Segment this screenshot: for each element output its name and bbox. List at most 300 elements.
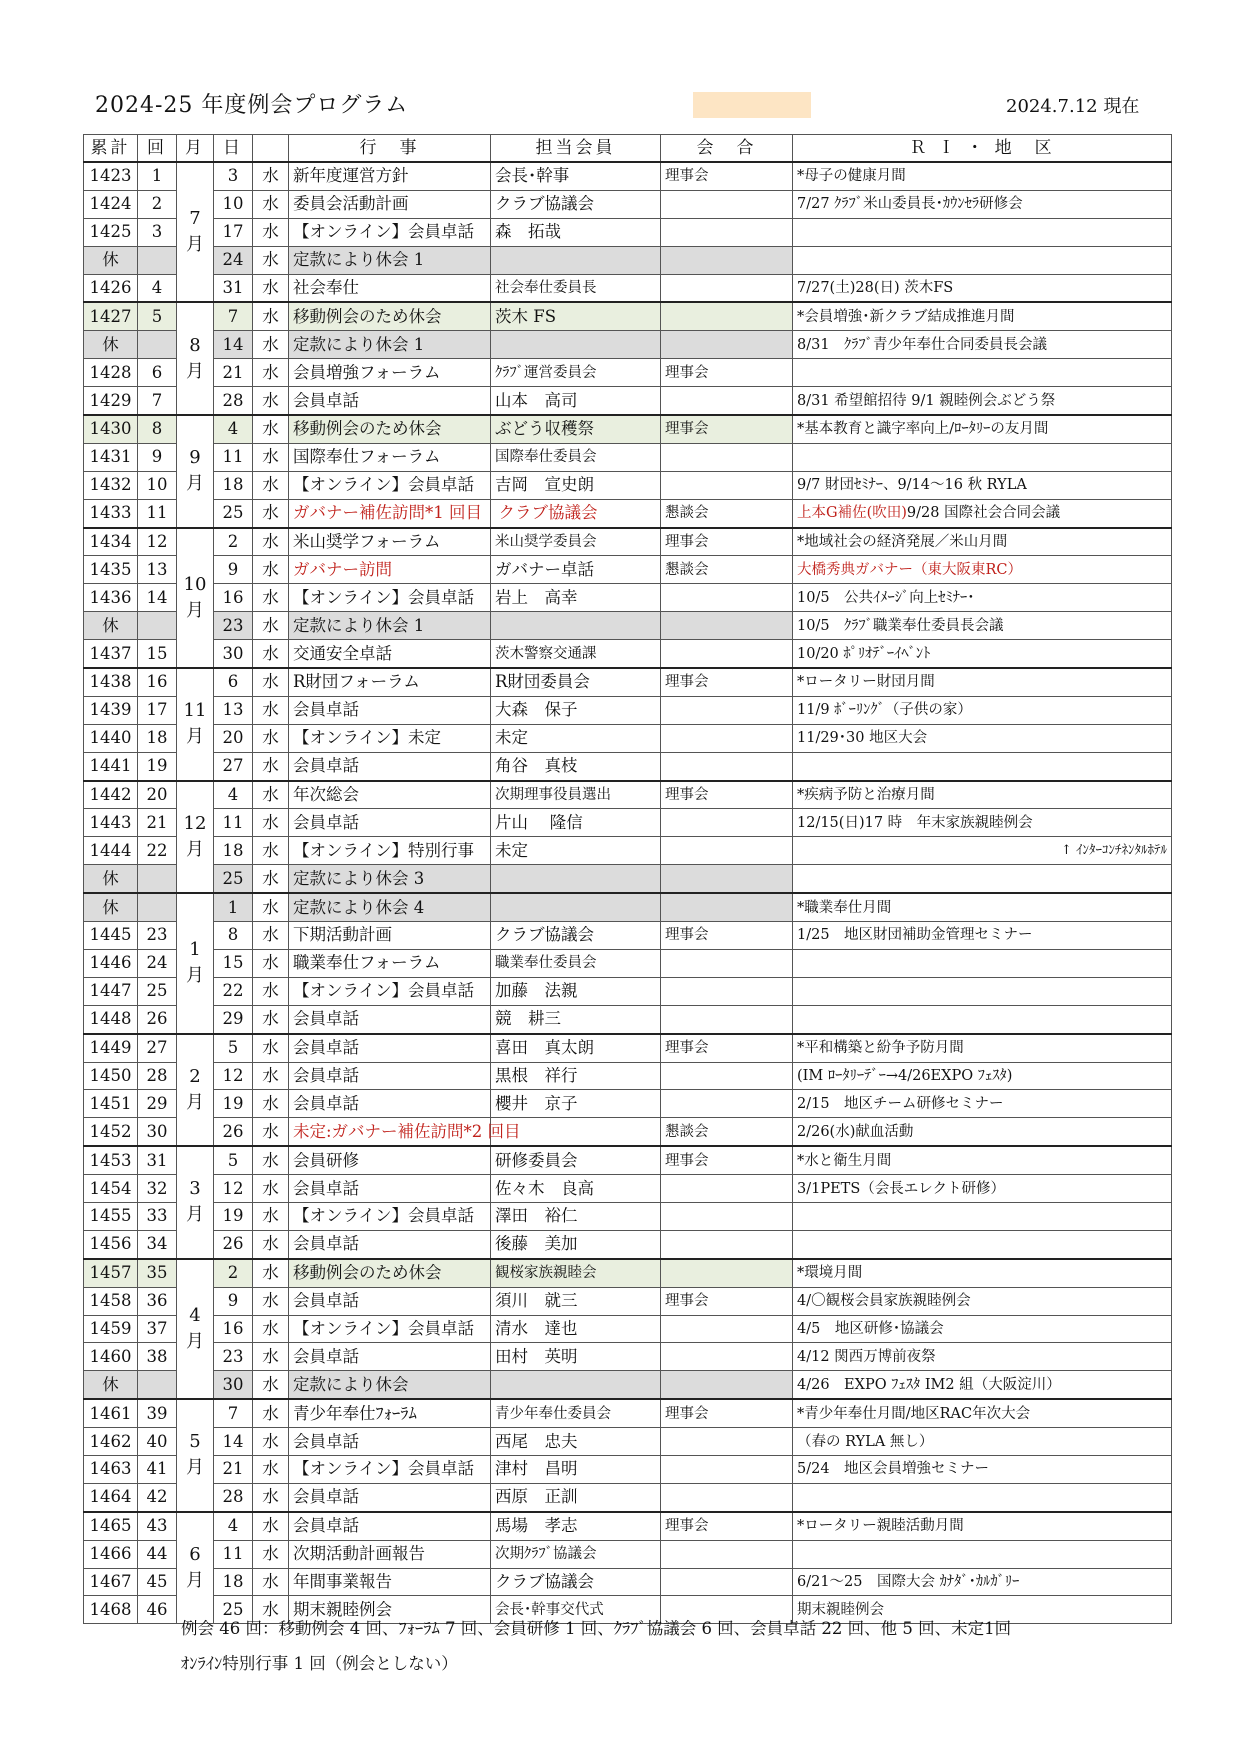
day-cell: 19 (214, 1090, 253, 1118)
ri-district-cell: 4/12 関西万博前夜祭 (793, 1343, 1172, 1371)
meeting-cell: 理事会 (661, 668, 793, 696)
day-cell: 23 (214, 1343, 253, 1371)
month-label: 5 月 (186, 1431, 204, 1479)
ri-district-cell: *会員増強･新クラブ結成推進月間 (793, 302, 1172, 330)
month-label: 10 月 (183, 573, 207, 621)
meeting-cell (661, 246, 793, 274)
col-month: 月 (177, 135, 214, 163)
count-cell: 1 (138, 162, 177, 190)
person-cell: R財団委員会 (491, 668, 661, 696)
cumulative-cell: 休 (84, 331, 138, 359)
day-cell: 16 (214, 1315, 253, 1343)
ri-district-cell (793, 949, 1172, 977)
ri-district-cell (793, 443, 1172, 471)
meeting-cell (661, 1568, 793, 1596)
weekday-cell: 水 (253, 1175, 289, 1203)
person-cell: 山本 高司 (491, 387, 661, 415)
day-cell: 13 (214, 696, 253, 724)
month-label: 4 月 (186, 1304, 204, 1352)
day-cell: 3 (214, 162, 253, 190)
count-cell: 19 (138, 752, 177, 780)
ri-district-cell: *ロータリー財団月間 (793, 668, 1172, 696)
person-cell: 澤田 裕仁 (491, 1202, 661, 1230)
ri-district-cell (793, 359, 1172, 387)
event-cell: 移動例会のため休会 (289, 1259, 491, 1287)
person-cell: クラブ協議会 (491, 922, 661, 950)
weekday-cell: 水 (253, 1343, 289, 1371)
ri-district-cell: 1/25 地区財団補助金管理セミナー (793, 922, 1172, 950)
person-cell (491, 246, 661, 274)
event-cell: 【オンライン】特別行事 (289, 837, 491, 865)
person-cell: クラブ協議会 (491, 1568, 661, 1596)
event-cell: 定款により休会 (289, 1371, 491, 1399)
ri-district-cell: 12/15(日)17 時 年末家族親睦例会 (793, 809, 1172, 837)
col-meeting: 会 合 (661, 135, 793, 163)
ri-district-cell: 10/5 ｸﾗﾌﾞ職業奉仕委員長会議 (793, 612, 1172, 640)
cumulative-cell: 1446 (84, 949, 138, 977)
count-cell: 18 (138, 724, 177, 752)
day-cell: 7 (214, 302, 253, 330)
weekday-cell: 水 (253, 640, 289, 668)
cumulative-cell: 1447 (84, 977, 138, 1005)
count-cell: 45 (138, 1568, 177, 1596)
count-cell: 32 (138, 1175, 177, 1203)
person-cell: 大森 保子 (491, 696, 661, 724)
meeting-cell (661, 949, 793, 977)
meeting-cell (661, 612, 793, 640)
cumulative-cell: 1436 (84, 584, 138, 612)
table-row (84, 865, 1172, 893)
person-cell: 社会奉仕委員長 (491, 274, 661, 302)
cumulative-cell: 1450 (84, 1062, 138, 1090)
event-cell: 委員会活動計画 (289, 190, 491, 218)
count-cell: 9 (138, 443, 177, 471)
month-label: 7 月 (186, 208, 204, 256)
event-cell: 下期活動計画 (289, 922, 491, 950)
ri-district-cell (793, 1005, 1172, 1033)
event-cell: 未定:ガバナー補佐訪問*2 回目 (289, 1118, 491, 1146)
weekday-cell: 水 (253, 1146, 289, 1174)
cumulative-cell: 1459 (84, 1315, 138, 1343)
cumulative-cell: 1428 (84, 359, 138, 387)
event-cell: 会員卓話 (289, 1090, 491, 1118)
ri-district-cell: *水と衛生月間 (793, 1146, 1172, 1174)
count-cell: 16 (138, 668, 177, 696)
count-cell: 13 (138, 556, 177, 584)
month-cell (177, 162, 214, 302)
event-cell: 会員卓話 (289, 1512, 491, 1540)
cumulative-cell: 1423 (84, 162, 138, 190)
event-cell: 【オンライン】会員卓話 (289, 1455, 491, 1483)
month-label: 2 月 (186, 1065, 204, 1113)
month-label: 11 月 (183, 700, 207, 748)
table-row (84, 415, 1172, 443)
meeting-cell (661, 584, 793, 612)
meeting-cell: 理事会 (661, 922, 793, 950)
col-event: 行 事 (289, 135, 491, 163)
count-cell (138, 331, 177, 359)
cumulative-cell: 1458 (84, 1287, 138, 1315)
day-cell: 2 (214, 528, 253, 556)
ri-district-cell (793, 1540, 1172, 1568)
cumulative-cell: 1437 (84, 640, 138, 668)
weekday-cell: 水 (253, 218, 289, 246)
cumulative-cell: 1432 (84, 471, 138, 499)
table-row (84, 922, 1172, 950)
table-row (84, 1146, 1172, 1174)
ri-district-cell: 2/26(水)献血活動 (793, 1118, 1172, 1146)
cumulative-cell: 1427 (84, 302, 138, 330)
person-cell: 西尾 忠夫 (491, 1428, 661, 1456)
meeting-cell (661, 837, 793, 865)
meeting-cell: 懇談会 (661, 1118, 793, 1146)
ri-district-cell: 4/26 EXPO ﾌｪｽﾀ IM2 組（大阪淀川） (793, 1371, 1172, 1399)
table-row (84, 1428, 1172, 1456)
ri-district-cell: *疾病予防と治療月間 (793, 781, 1172, 809)
ri-district-cell (793, 752, 1172, 780)
day-cell: 18 (214, 471, 253, 499)
day-cell: 21 (214, 1455, 253, 1483)
meeting-cell: 懇談会 (661, 499, 793, 527)
ri-district-cell: 3/1PETS（会長エレクト研修） (793, 1175, 1172, 1203)
cumulative-cell: 1468 (84, 1596, 138, 1624)
event-cell: 会員卓話 (289, 1175, 491, 1203)
day-cell: 5 (214, 1034, 253, 1062)
cumulative-cell: 1449 (84, 1034, 138, 1062)
table-row (84, 1175, 1172, 1203)
count-cell: 28 (138, 1062, 177, 1090)
day-cell: 14 (214, 331, 253, 359)
meeting-cell (661, 752, 793, 780)
cumulative-cell: 1452 (84, 1118, 138, 1146)
table-row (84, 837, 1172, 865)
count-cell: 35 (138, 1259, 177, 1287)
weekday-cell: 水 (253, 1315, 289, 1343)
program-table (83, 134, 1172, 1624)
person-cell (491, 331, 661, 359)
event-cell: 職業奉仕フォーラム (289, 949, 491, 977)
month-cell (177, 893, 214, 1033)
day-cell: 18 (214, 1568, 253, 1596)
table-row (84, 1287, 1172, 1315)
person-cell: 会長･幹事交代式 (491, 1596, 661, 1624)
day-cell: 25 (214, 499, 253, 527)
count-cell: 23 (138, 922, 177, 950)
table-header (84, 135, 1172, 163)
weekday-cell: 水 (253, 949, 289, 977)
person-cell: 加藤 法親 (491, 977, 661, 1005)
meeting-cell (661, 1259, 793, 1287)
person-cell (491, 893, 661, 921)
col-count: 回 (138, 135, 177, 163)
month-cell (177, 781, 214, 894)
count-cell: 3 (138, 218, 177, 246)
ri-district-cell: 4/〇観桜会員家族親睦例会 (793, 1287, 1172, 1315)
cumulative-cell: 1425 (84, 218, 138, 246)
weekday-cell: 水 (253, 865, 289, 893)
meeting-cell (661, 1230, 793, 1258)
day-cell: 11 (214, 809, 253, 837)
day-cell: 5 (214, 1146, 253, 1174)
cumulative-cell: 1463 (84, 1455, 138, 1483)
count-cell: 5 (138, 302, 177, 330)
count-cell: 44 (138, 1540, 177, 1568)
month-cell (177, 302, 214, 415)
month-cell (177, 1259, 214, 1399)
weekday-cell: 水 (253, 1062, 289, 1090)
weekday-cell: 水 (253, 1540, 289, 1568)
person-cell: 会長･幹事 (491, 162, 661, 190)
person-cell: 観桜家族親睦会 (491, 1259, 661, 1287)
person-cell (491, 1371, 661, 1399)
person-cell: 米山奨学委員会 (491, 528, 661, 556)
weekday-cell: 水 (253, 387, 289, 415)
cumulative-cell: 1424 (84, 190, 138, 218)
weekday-cell: 水 (253, 1399, 289, 1427)
event-cell: 交通安全卓話 (289, 640, 491, 668)
day-cell: 30 (214, 640, 253, 668)
ri-district-cell: *基本教育と識字率向上/ﾛｰﾀﾘｰの友月間 (793, 415, 1172, 443)
cumulative-cell: 1443 (84, 809, 138, 837)
table-row (84, 302, 1172, 330)
event-cell: 移動例会のため休会 (289, 302, 491, 330)
weekday-cell: 水 (253, 781, 289, 809)
count-cell: 6 (138, 359, 177, 387)
day-cell: 6 (214, 668, 253, 696)
table-body (84, 162, 1172, 1624)
ri-district-cell: 7/27(土)28(日) 茨木FS (793, 274, 1172, 302)
day-cell: 29 (214, 1005, 253, 1033)
col-weekday (253, 135, 289, 163)
ri-district-cell: *地域社会の経済発展／米山月間 (793, 528, 1172, 556)
ri-district-cell: 5/24 地区会員増強セミナー (793, 1455, 1172, 1483)
meeting-cell (661, 1540, 793, 1568)
meeting-cell: 理事会 (661, 1399, 793, 1427)
weekday-cell: 水 (253, 1483, 289, 1511)
event-cell: 新年度運営方針 (289, 162, 491, 190)
event-cell: 会員卓話 (289, 1287, 491, 1315)
count-cell (138, 612, 177, 640)
table-row (84, 556, 1172, 584)
cumulative-cell: 1461 (84, 1399, 138, 1427)
month-cell (177, 528, 214, 668)
event-cell: 社会奉仕 (289, 274, 491, 302)
event-cell: 【オンライン】会員卓話 (289, 1202, 491, 1230)
ri-district-cell: （春の RYLA 無し） (793, 1428, 1172, 1456)
table-row (84, 162, 1172, 190)
table-row (84, 443, 1172, 471)
table-row (84, 528, 1172, 556)
cumulative-cell: 1426 (84, 274, 138, 302)
count-cell: 46 (138, 1596, 177, 1624)
event-cell: 会員卓話 (289, 696, 491, 724)
table-row (84, 1568, 1172, 1596)
person-cell: 未定 (491, 724, 661, 752)
ri-district-cell: 6/21～25 国際大会 ｶﾅﾀﾞ･ｶﾙｶﾞﾘｰ (793, 1568, 1172, 1596)
event-cell: 定款により休会 1 (289, 246, 491, 274)
event-cell: 会員卓話 (289, 1343, 491, 1371)
cumulative-cell: 1435 (84, 556, 138, 584)
ri-district-cell: 大橋秀典ガバナー（東大阪東RC） (793, 556, 1172, 584)
weekday-cell: 水 (253, 443, 289, 471)
month-cell (177, 1512, 214, 1624)
cumulative-cell: 1456 (84, 1230, 138, 1258)
event-cell: 会員卓話 (289, 1034, 491, 1062)
event-cell: 【オンライン】会員卓話 (289, 977, 491, 1005)
event-cell: 会員増強フォーラム (289, 359, 491, 387)
count-cell: 38 (138, 1343, 177, 1371)
table-row (84, 752, 1172, 780)
ri-district-cell (793, 499, 1172, 527)
as-of-date: 2024.7.12 現在 (1006, 96, 1140, 117)
meeting-cell (661, 977, 793, 1005)
cumulative-cell: 1433 (84, 499, 138, 527)
event-cell: 会員卓話 (289, 387, 491, 415)
meeting-cell: 理事会 (661, 1512, 793, 1540)
person-cell: 田村 英明 (491, 1343, 661, 1371)
table-row (84, 1202, 1172, 1230)
cumulative-cell: 1448 (84, 1005, 138, 1033)
page-title: 2024-25 年度例会プログラム (95, 93, 409, 118)
table-row (84, 1118, 1172, 1146)
count-cell: 4 (138, 274, 177, 302)
table-row (84, 190, 1172, 218)
weekday-cell: 水 (253, 190, 289, 218)
event-cell: 定款により休会 1 (289, 331, 491, 359)
cumulative-cell: 1464 (84, 1483, 138, 1511)
day-cell: 15 (214, 949, 253, 977)
weekday-cell: 水 (253, 359, 289, 387)
table-row (84, 1034, 1172, 1062)
count-cell: 11 (138, 499, 177, 527)
count-cell: 34 (138, 1230, 177, 1258)
table-row (84, 1343, 1172, 1371)
col-person: 担当会員 (491, 135, 661, 163)
table-row (84, 1230, 1172, 1258)
meeting-cell (661, 302, 793, 330)
weekday-cell: 水 (253, 1371, 289, 1399)
table-row (84, 331, 1172, 359)
day-cell: 23 (214, 612, 253, 640)
event-cell: 【オンライン】会員卓話 (289, 471, 491, 499)
table-row (84, 1259, 1172, 1287)
table-row (84, 499, 1172, 527)
person-cell: 次期ｸﾗﾌﾞ協議会 (491, 1540, 661, 1568)
day-cell: 11 (214, 443, 253, 471)
weekday-cell: 水 (253, 1118, 289, 1146)
weekday-cell: 水 (253, 528, 289, 556)
ri-district-cell: 11/29･30 地区大会 (793, 724, 1172, 752)
month-label: 9 月 (186, 447, 204, 495)
ri-district-cell: 8/31 ｸﾗﾌﾞ青少年奉仕合同委員長会議 (793, 331, 1172, 359)
meeting-cell: 理事会 (661, 781, 793, 809)
meeting-cell: 理事会 (661, 415, 793, 443)
count-cell (138, 865, 177, 893)
table-row (84, 246, 1172, 274)
meeting-cell (661, 640, 793, 668)
count-cell: 26 (138, 1005, 177, 1033)
table-row (84, 387, 1172, 415)
weekday-cell: 水 (253, 556, 289, 584)
event-cell: 年次総会 (289, 781, 491, 809)
weekday-cell: 水 (253, 696, 289, 724)
day-cell: 16 (214, 584, 253, 612)
table-row (84, 1399, 1172, 1427)
weekday-cell: 水 (253, 612, 289, 640)
weekday-cell: 水 (253, 668, 289, 696)
weekday-cell: 水 (253, 809, 289, 837)
day-cell: 20 (214, 724, 253, 752)
cumulative-cell: 1434 (84, 528, 138, 556)
table-row (84, 809, 1172, 837)
count-cell: 20 (138, 781, 177, 809)
count-cell: 33 (138, 1202, 177, 1230)
count-cell: 2 (138, 190, 177, 218)
count-cell: 30 (138, 1118, 177, 1146)
weekday-cell: 水 (253, 1428, 289, 1456)
ri-district-cell: 7/27 ｸﾗﾌﾞ米山委員長･ｶｳﾝｾﾗ研修会 (793, 190, 1172, 218)
event-cell: 会員研修 (289, 1146, 491, 1174)
day-cell: 28 (214, 387, 253, 415)
table-row (84, 1315, 1172, 1343)
weekday-cell: 水 (253, 1596, 289, 1624)
day-cell: 21 (214, 359, 253, 387)
count-cell: 29 (138, 1090, 177, 1118)
table-row (84, 1005, 1172, 1033)
event-cell: R財団フォーラム (289, 668, 491, 696)
meeting-cell: 理事会 (661, 1034, 793, 1062)
day-cell: 31 (214, 274, 253, 302)
meeting-cell (661, 190, 793, 218)
weekday-cell: 水 (253, 415, 289, 443)
month-cell (177, 668, 214, 781)
person-cell: 職業奉仕委員会 (491, 949, 661, 977)
day-cell: 28 (214, 1483, 253, 1511)
day-cell: 27 (214, 752, 253, 780)
table-row (84, 1371, 1172, 1399)
ri-district-cell (793, 1230, 1172, 1258)
table-row (84, 1512, 1172, 1540)
person-cell: 研修委員会 (491, 1146, 661, 1174)
ri-district-highlight: 上本G補佐(吹田) (797, 505, 907, 522)
meeting-cell (661, 1428, 793, 1456)
table-row (84, 781, 1172, 809)
count-cell: 15 (138, 640, 177, 668)
count-cell: 36 (138, 1287, 177, 1315)
person-cell: 津村 昌明 (491, 1455, 661, 1483)
event-cell: ガバナー訪問 (289, 556, 491, 584)
day-cell: 12 (214, 1175, 253, 1203)
event-cell: 定款により休会 3 (289, 865, 491, 893)
ri-district-cell (793, 865, 1172, 893)
weekday-cell: 水 (253, 499, 289, 527)
event-cell: 青少年奉仕ﾌｫｰﾗﾑ (289, 1399, 491, 1427)
ri-district-cell (793, 1202, 1172, 1230)
table-row (84, 218, 1172, 246)
person-cell: 競 耕三 (491, 1005, 661, 1033)
event-cell: 定款により休会 1 (289, 612, 491, 640)
table-row (84, 1090, 1172, 1118)
ri-district-text: 9/28 国際社会合同会議 (906, 505, 1061, 522)
weekday-cell: 水 (253, 246, 289, 274)
cumulative-cell: 休 (84, 865, 138, 893)
person-cell: ｸﾗﾌﾞ運営委員会 (491, 359, 661, 387)
day-cell: 12 (214, 1062, 253, 1090)
weekday-cell: 水 (253, 893, 289, 921)
count-cell: 40 (138, 1428, 177, 1456)
count-cell: 39 (138, 1399, 177, 1427)
cumulative-cell: 1429 (84, 387, 138, 415)
